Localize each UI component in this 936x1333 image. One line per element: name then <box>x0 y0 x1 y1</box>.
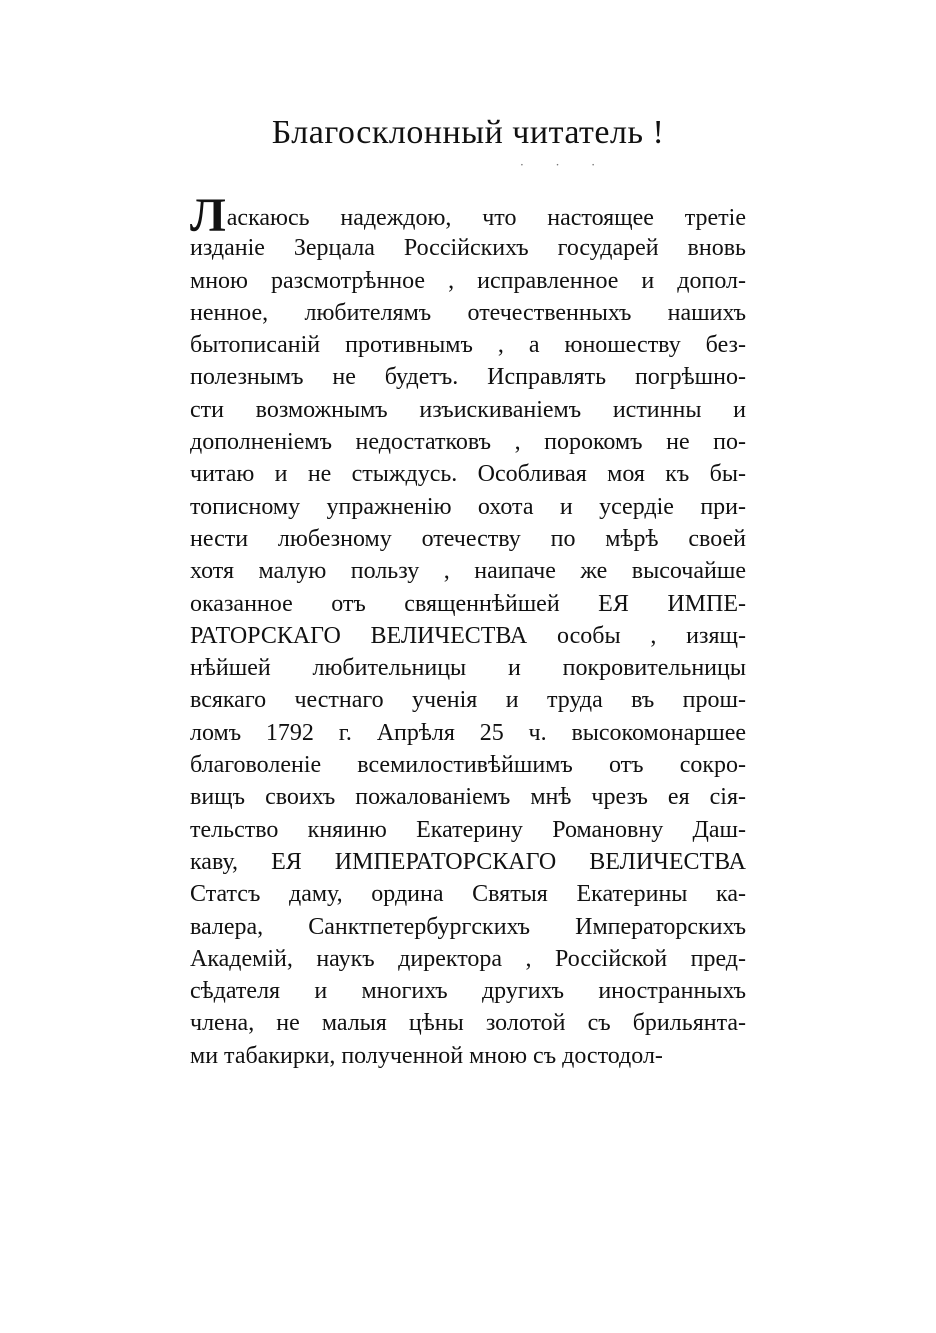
text-line: тельство княиню Екатерину Романовну Даш- <box>190 816 746 843</box>
drop-cap: Л <box>190 189 226 242</box>
text-line: сти возможнымъ изъискиваніемъ истинны и <box>190 396 746 423</box>
text-line: Статсъ даму, ордина Святыя Екатерины ка- <box>190 881 746 908</box>
text-line: мною разсмотрѣнное , исправленное и допол- <box>190 267 746 294</box>
text-line: валера, Санктпетербургскихъ Императорскихъ <box>190 913 746 940</box>
text-line: члена, не малыя цѣны золотой съ брильянта- <box>190 1010 746 1037</box>
text-line: сѣдателя и многихъ другихъ иностранныхъ <box>190 978 746 1005</box>
page-heading: Благосклонный читатель ! <box>271 114 665 151</box>
text-line: ненное, любителямъ отечественныхъ нашихъ <box>190 299 746 326</box>
text-line: всякаго честнаго ученія и труда въ прош- <box>190 687 746 714</box>
text-line: хотя малую пользу , наипаче же высочайше <box>190 558 746 585</box>
text-line: ми табакирки, полученной мною съ достодол- <box>190 1042 663 1069</box>
text-line-content: аскаюсь надеждою, что настоящее третіе <box>226 205 746 231</box>
text-line: бытописаній противнымъ , а юношеству без- <box>190 332 746 359</box>
text-line: нести любезному отечеству по мѣрѣ своей <box>190 525 746 552</box>
text-line: нѣйшей любительницы и покровительницы <box>190 655 746 682</box>
text-line: оказанное отъ священнѣйшей ЕЯ ИМПЕ- <box>190 590 746 617</box>
text-line: благоволеніе всемилостивѣйшимъ отъ сокро- <box>190 752 746 779</box>
body-text <box>190 189 746 1072</box>
text-line: читаю и не стыждусь. Особливая моя къ бы- <box>190 461 746 488</box>
text-line: вищъ своихъ пожалованіемъ мнѣ чрезъ ея сія- <box>190 784 746 811</box>
text-line: изданіе Зерцала Россійскихъ государей вновь <box>190 235 746 262</box>
text-line: РАТОРСКАГО ВЕЛИЧЕСТВА особы , изящ- <box>190 622 746 649</box>
text-line: Академій, наукъ директора , Россійской пред- <box>190 945 746 972</box>
text-line: тописному упражненію охота и усердіе при- <box>190 493 746 520</box>
text-line <box>190 189 746 242</box>
text-line: ломъ 1792 г. Апрѣля 25 ч. высокомонаршее <box>190 719 746 746</box>
text-line: дополненіемъ недостатковъ , порокомъ не по- <box>190 429 746 456</box>
text-line: каву, ЕЯ ИМПЕРАТОРСКАГО ВЕЛИЧЕСТВА <box>190 848 746 875</box>
text-line: полезнымъ не будетъ. Исправлять погрѣшно- <box>190 364 746 391</box>
printing-specks: · · · <box>520 158 610 172</box>
